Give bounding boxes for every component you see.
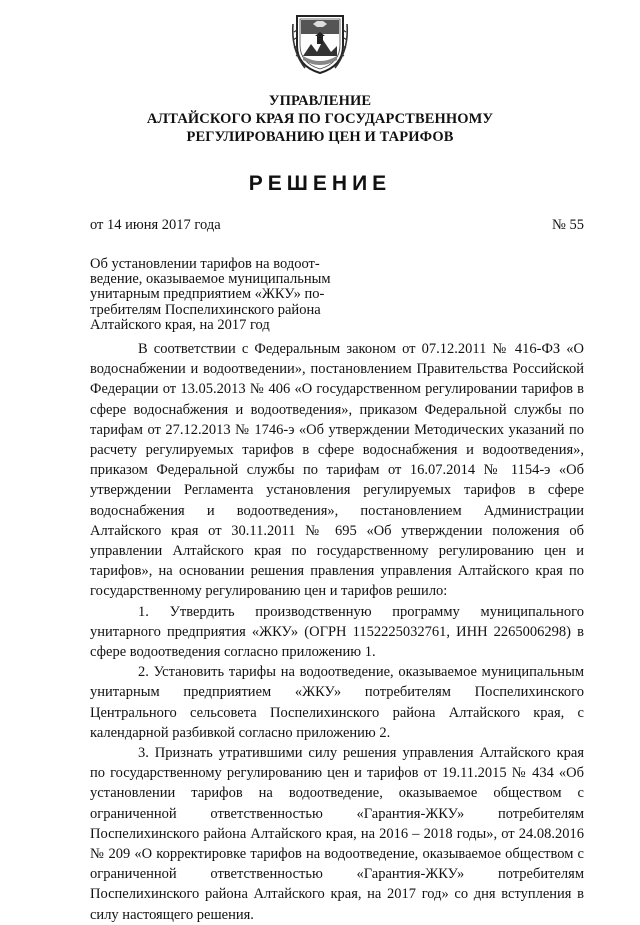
- decision-item-2: 2. Установить тарифы на водоотведение, оказываемое муниципальным унитарным предприятием «ЖКУ» потребителям Поспелихинского Центрального сельсовета Поспелихинского района Алтайского края, с календарной разбивкой согласно приложению 2.: [90, 664, 584, 741]
- document-number: № 55: [552, 217, 584, 233]
- org-name-line-3: РЕГУЛИРОВАНИЮ ЦЕН И ТАРИФОВ: [186, 129, 454, 145]
- subject-line: унитарным предприятием «ЖКУ» по-: [90, 286, 325, 303]
- document-date: от 14 июня 2017 года: [90, 217, 221, 233]
- decision-item-3: 3. Признать утратившими силу решения управления Алтайского края по государственному регулированию цен и тарифов от 19.11.2015 № 434 «Об установлении тарифов на водоотведение, оказываемое обществом с ограниченной ответственностью «Гарантия-ЖКУ» потребителям Поспелихинского района Алтайского края, на 2016 – 2018 годы», от 24.08.2016 № 209 «О корректировке тарифов на водоотведение, оказываемое обществом с ограниченной ответственностью «Гарантия-ЖКУ» потребителям Поспелихинского района Алтайского края, на 2017 год» со дня вступления в силу настоящего решения.: [90, 745, 584, 923]
- coat-of-arms-icon: [291, 10, 349, 76]
- org-name-line-1: УПРАВЛЕНИЕ: [268, 93, 372, 109]
- document-title: РЕШЕНИЕ: [248, 172, 392, 195]
- document-body: [90, 339, 584, 925]
- preamble-paragraph: В соответствии с Федеральным законом от 07.12.2011 № 416-ФЗ «О водоснабжении и водоотведении», постановлением Правительства Российской Федерации от 13.05.2013 № 406 «О государственном регулировании тарифов в сфере водоснабжения и водоотведения», приказом Федеральной службы по тарифам от 27.12.2013 № 1746-э «Об утверждении Методических указаний по расчету регулируемых тарифов в сфере водоснабжения и водоотведения», приказом Федеральной службы по тарифам от 16.07.2014 № 1154-э «Об утверждении Регламента установления регулируемых тарифов в сфере водоснабжения и водоотведения», постановлением Администрации Алтайского края от 30.11.2011 № 695 «Об утверждении положения об управлении Алтайского края по государственному регулированию цен и тарифов», на основании решения правления управления Алтайского края по государственному регулированию цен и тарифов решило:: [90, 341, 584, 600]
- decision-item-1: 1. Утвердить производственную программу муниципального унитарного предприятия «ЖКУ» (ОГРН 1152225032761, ИНН 2265006298) в сфере водоотведения согласно приложению 1.: [90, 603, 584, 661]
- subject-line: требителям Поспелихинского района: [90, 301, 321, 318]
- subject-line: Алтайского края, на 2017 год: [90, 316, 270, 333]
- org-name-line-2: АЛТАЙСКОГО КРАЯ ПО ГОСУДАРСТВЕННОМУ: [146, 111, 494, 127]
- subject-line: ведение, оказываемое муниципальным: [90, 271, 331, 288]
- subject-line: Об установлении тарифов на водоот-: [90, 256, 320, 272]
- document-subject: [90, 257, 340, 333]
